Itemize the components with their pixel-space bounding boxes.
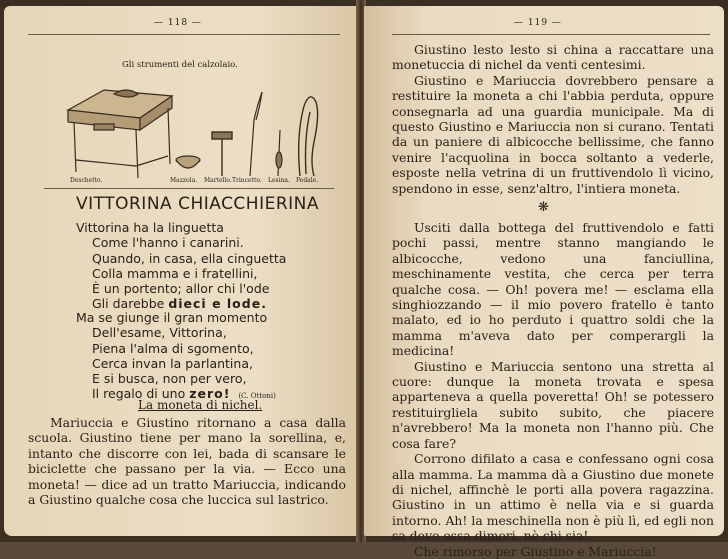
page-number-right: — 119 — — [514, 18, 562, 28]
story-paragraph: Mariuccia e Giustino ritornano a casa dalla scuola. Giustino tiene per mano la sorellina, e, intanto che discorre con lei, bada di scansare le biciclette che passano per la via. — Ecco una moneta! — dice ad un tratto Mariuccia, indicando a Giustino qualche cosa che luccica sul lastrico. — [28, 415, 346, 508]
story-paragraph: Corrono difilato a casa e confessano ogni cosa alla mamma. La mamma dà a Giustino due monete di nichel, affinchè le porti alla povera ragazzina. Giustino in un attimo è nella via e si guarda intorno. Ah! la meschinella non è più lì, ed egli non sa dove essa dimori, nè chi sia! — [392, 451, 714, 544]
poem-stanza-1 — [76, 220, 286, 312]
illustration-caption: Gli strumenti del calzolaio. — [122, 60, 238, 70]
verse-line: Gli darebbe — [92, 296, 165, 312]
story-paragraph: Giustino e Mariuccia sentono una stretta al cuore: dunque la moneta trovata e spesa apparteneva a quella poveretta! Oh! se potessero restituirgliela subito subito, che piacere n'avrebbero! Ma la moneta non l'hanno più. Che cosa fare? — [392, 358, 714, 451]
ornament-icon: ❋ — [538, 200, 549, 215]
tool-label-strap: Pedale. — [296, 177, 319, 184]
story-paragraph: Giustino e Mariuccia dovrebbero pensare a restituire la moneta a chi l'abbia perduta, oppure consegnarla ad una guardia municipale. Ma di questo Giustino e Mariuccia non si curano. Tentati da un paniere di albicocche bellissime, che fanno venire l'acquolina in bocca soltanto a vederle, esposte nella vetrina di un fruttivendolo lì vicino, spendono in esse, senz'altro, l'intiera moneta. — [392, 72, 714, 196]
illustration-rule — [44, 188, 334, 189]
tool-label-knife: Trincetto. — [232, 177, 262, 184]
poem-title: VITTORINA CHIACCHIERINA — [76, 194, 320, 214]
story-text-right-top — [392, 42, 714, 196]
story-paragraph: Giustino lesto lesto si china a raccattare una monetuccia di nichel da venti centesimi. — [392, 42, 714, 73]
verse-emphasis: zero! — [189, 386, 231, 402]
tool-label-bench: Deschetto. — [70, 177, 103, 184]
cobbler-tools-illustration — [64, 80, 334, 190]
header-rule — [392, 34, 710, 35]
story-text-left — [28, 415, 346, 507]
poem-stanza-2 — [76, 310, 276, 405]
story-paragraph: Usciti dalla bottega del fruttivendolo e fatti pochi passi, mentre stanno mangiando le albicocche, vedono una fanciullina, meschinamente vestita, che cerca per terra qualche cosa. — Oh! povera me! — esclama ella singhiozzando — il mio povero fratello è tanto malato, ed io ho perduto i quattro soldi che la mamma m'aveva dato per comperargli la medicina! — [392, 220, 714, 359]
verse-line: Colla mamma e i fratellini, — [92, 265, 258, 281]
verse-line: Quando, in casa, ella cinguetta — [92, 250, 287, 266]
page-number-left: — 118 — — [154, 18, 202, 28]
verse-line: Cerca invan la parlantina, — [92, 355, 253, 371]
left-page — [4, 6, 358, 536]
story-paragraph: Che rimorso per Giustino e Mariuccia! — [414, 543, 657, 559]
verse-line: Ma se giunge il gran momento — [76, 310, 268, 325]
header-rule — [28, 34, 340, 35]
poem-author: (C. Ottoni) — [238, 392, 276, 401]
verse-line: Come l'hanno i canarini. — [92, 235, 244, 251]
tool-label-mazzola: Mazzola. — [170, 177, 198, 184]
tool-label-awl: Lesina. — [268, 177, 290, 184]
story-title: La moneta di nichel. — [138, 398, 263, 412]
story-text-right-bottom — [392, 220, 714, 559]
verse-line: Vittorina ha la linguetta — [76, 220, 224, 235]
verse-line: È un portento; allor chi l'ode — [92, 281, 270, 297]
verse-line: Piena l'alma di sgomento, — [92, 340, 254, 356]
right-page — [364, 6, 724, 559]
verse-emphasis: dieci e lode. — [168, 296, 267, 312]
verse-line: Il regalo di uno — [92, 386, 186, 402]
tool-label-hammer: Martello. — [204, 177, 232, 184]
verse-line: Dell'esame, Vittorina, — [92, 325, 227, 341]
verse-line: E si busca, non per vero, — [92, 371, 247, 387]
